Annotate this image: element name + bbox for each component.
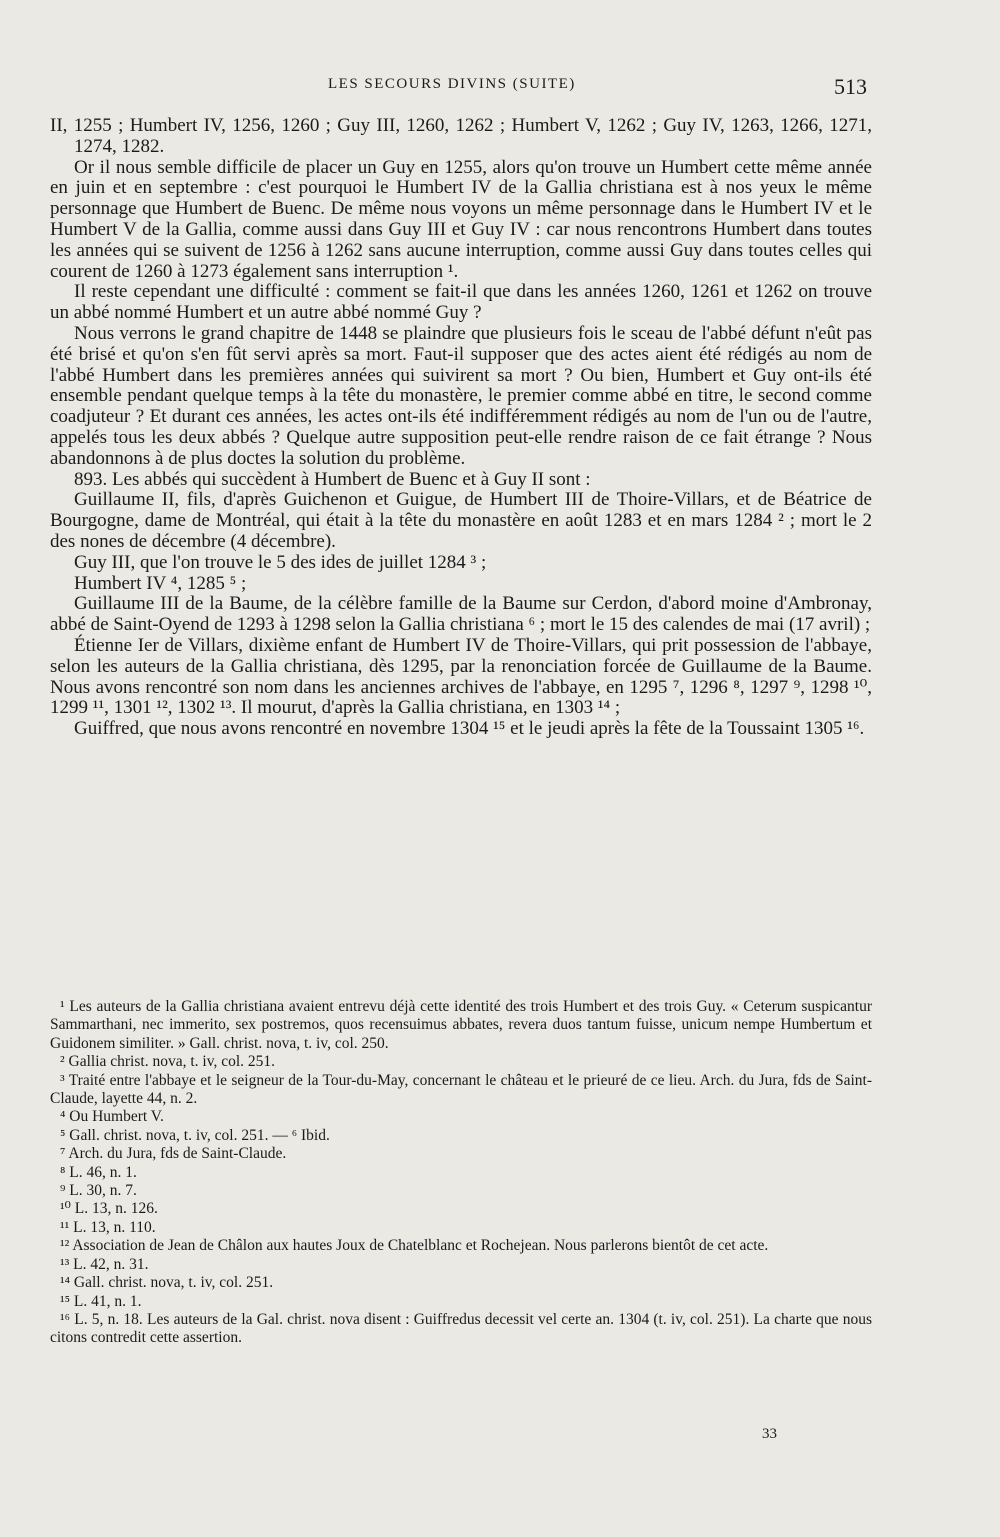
footnote: ¹³ L. 42, n. 31. [60,1255,149,1273]
footnote: ⁵ Gall. christ. nova, t. iv, col. 251. — ⁶ Ibid. [60,1126,330,1144]
footnote: ³ Traité entre l'abbaye et le seigneur de la Tour-du-May, concernant le château et le prieuré de ce lieu. Arch. du Jura, fds de Saint-Claude, layette 44, n. 2. [50,1071,872,1108]
footnote: ¹ Les auteurs de la Gallia christiana avaient entrevu déjà cette identité des trois Humbert et des trois Guy. « Ceterum suspicantur Sammarthani, nec immerito, sex postremos, quos recensuimus abbates, revera duos tantum fuisse, unicum nempe Humbertum et Guidonem similiter. » Gall. christ. nova, t. iv, col. 250. [50,998,872,1052]
footnotes [50,998,872,1348]
footnote: ¹⁴ Gall. christ. nova, t. iv, col. 251. [60,1274,274,1292]
paragraph-1: II, 1255 ; Humbert IV, 1256, 1260 ; Guy III, 1260, 1262 ; Humbert V, 1262 ; Guy IV, 1263, 1266, 1271, 1274, 1282. [50,115,872,157]
footnote: ² Gallia christ. nova, t. iv, col. 251. [60,1053,276,1071]
paragraph-3: Il reste cependant une difficulté : comment se fait-il que dans les années 1260, 1261 et 1262 on trouve un abbé nommé Humbert et un autre abbé nommé Guy ? [50,281,872,324]
footnote: ¹⁵ L. 41, n. 1. [60,1292,142,1310]
paragraph-2: Or il nous semble difficile de placer un Guy en 1255, alors qu'on trouve un Humbert cette même année en juin et en septembre : c'est pourquoi le Humbert IV de la Gallia christiana est à nos yeux le même personnage que Humbert de Buenc. De même nous voyons un même personnage dans le Humbert IV et le Humbert V de la Gallia, comme aussi dans Guy III et Guy IV : car nous rencontrons Humbert dans toutes les années qui se suivent de 1256 à 1262 sans aucune interruption, comme aussi Guy dans toutes celles qui courent de 1260 à 1273 également sans interruption ¹. [50,156,872,282]
paragraph-4: Nous verrons le grand chapitre de 1448 se plaindre que plusieurs fois le sceau de l'abbé défunt n'eût pas été brisé et qu'on s'en fût servi après sa mort. Faut-il supposer que des actes aient été rédigés au nom de l'abbé Humbert dans les premières années qui suivirent sa mort ? Ou bien, Humbert et Guy ont-ils été ensemble pendant quelque temps à la tête du monastère, le premier comme abbé en titre, le second comme coadjuteur ? Et durant ces années, les actes ont-ils été indifféremment rédigés au nom de l'un ou de l'autre, appelés tous les deux abbés ? Quelque autre supposition peut-elle rendre raison de ce fait étrange ? Nous abandonnons à de plus doctes la solution du problème. [50,322,872,469]
footnote: ¹⁰ L. 13, n. 126. [60,1200,158,1218]
footnote: ⁸ L. 46, n. 1. [60,1163,137,1181]
abbot-etienne-i: Étienne Ier de Villars, dixième enfant de Humbert IV de Thoire-Villars, qui prit possession de l'abbaye, selon les auteurs de la Gallia christiana, dès 1295, par la renonciation forcée de Guillaume de la Baume. Nous avons rencontré son nom dans les anciennes archives de l'abbaye, en 1295 ⁷, 1296 ⁸, 1297 ⁹, 1298 ¹⁰, 1299 ¹¹, 1301 ¹², 1302 ¹³. Il mourut, d'après la Gallia christiana, en 1303 ¹⁴ ; [50,634,872,719]
abbot-guillaume-iii: Guillaume III de la Baume, de la célèbre famille de la Baume sur Cerdon, d'abord moine d'Ambronay, abbé de Saint-Oyend de 1293 à 1298 selon la Gallia christiana ⁶ ; mort le 15 des calendes de mai (17 avril) ; [50,593,872,636]
footnote: ¹² Association de Jean de Châlon aux hautes Joux de Chatelblanc et Rochejean. Nous parlerons bientôt de cet acte. [60,1237,769,1255]
paragraph-5: 893. Les abbés qui succèdent à Humbert de Buenc et à Guy II sont : [74,468,591,490]
footnote: ¹⁶ L. 5, n. 18. Les auteurs de la Gal. christ. nova disent : Guiffredus decessit vel certe an. 1304 (t. iv, col. 251). La charte que nous citons contredit cette assertion. [50,1310,872,1347]
running-head-title: LES SECOURS DIVINS (SUITE) [328,76,576,92]
footnote: ¹¹ L. 13, n. 110. [60,1218,156,1236]
footnote: ⁴ Ou Humbert V. [60,1108,164,1126]
footnote: ⁷ Arch. du Jura, fds de Saint-Claude. [60,1145,287,1163]
abbot-guiffred: Guiffred, que nous avons rencontré en novembre 1304 ¹⁵ et le jeudi après la fête de la Toussaint 1305 ¹⁶. [74,718,865,740]
abbot-guy-iii: Guy III, que l'on trouve le 5 des ides de juillet 1284 ³ ; [74,551,487,573]
signature-number: 33 [762,1426,777,1442]
footnote: ⁹ L. 30, n. 7. [60,1182,137,1200]
running-head [0,74,1000,104]
abbot-guillaume-ii: Guillaume II, fils, d'après Guichenon et Guigue, de Humbert III de Thoire-Villars, et de Béatrice de Bourgogne, dame de Montréal, qui était à la tête du monastère en août 1283 et en mars 1284 ² ; mort le 2 des nones de décembre (4 décembre). [50,489,872,552]
page-number: 513 [834,74,867,99]
abbot-humbert-iv: Humbert IV ⁴, 1285 ⁵ ; [74,572,247,594]
main-text [50,116,872,740]
